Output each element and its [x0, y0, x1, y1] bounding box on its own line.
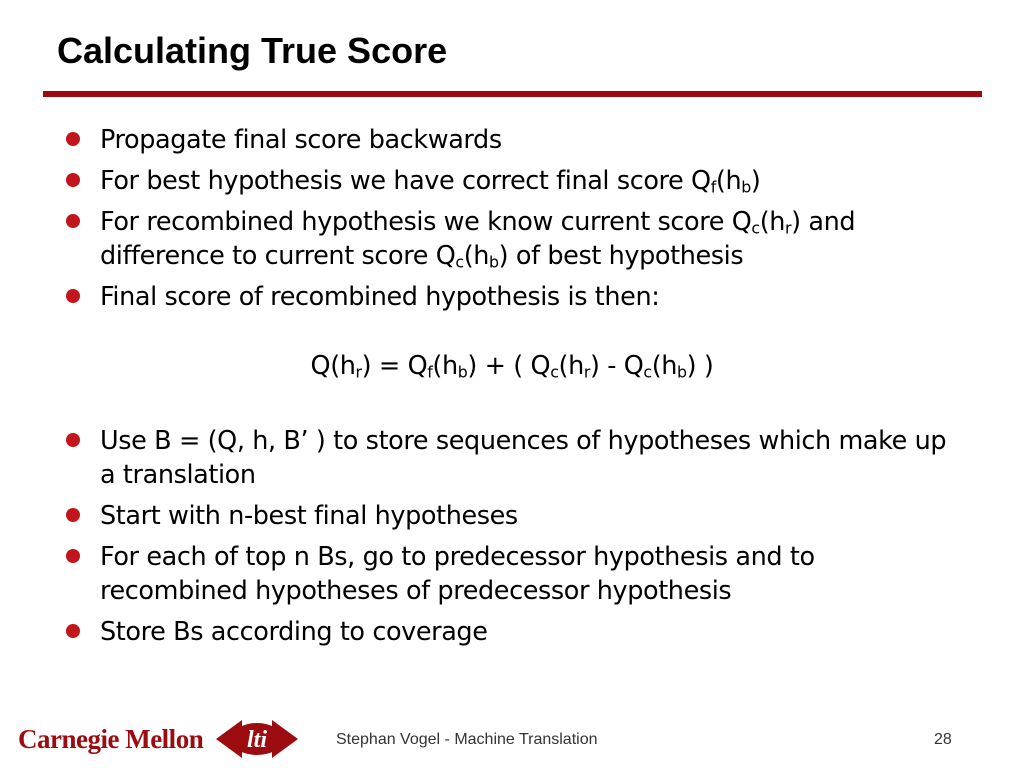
formula: [0, 349, 1024, 383]
bullet-list-top: [66, 123, 966, 321]
bullet-dot-icon: [66, 549, 80, 563]
bullet-item: [66, 499, 966, 533]
subscript: f: [427, 362, 433, 382]
text-run: ) + ( Q: [467, 351, 551, 381]
text-run: (h: [715, 166, 742, 196]
text-run: Use B = (Q, h, B’ ) to store sequences of hypotheses which make up a translation: [100, 426, 947, 490]
text-run: Propagate final score backwards: [100, 125, 502, 155]
text-run: ) of best hypothesis: [498, 241, 744, 271]
bullet-dot-icon: [66, 433, 80, 447]
text-run: (h: [558, 351, 584, 381]
subscript: r: [785, 218, 792, 238]
bullet-item: [66, 424, 966, 492]
bullet-dot-icon: [66, 289, 80, 303]
subscript: f: [710, 177, 716, 197]
footer-author: Stephan Vogel - Machine Translation: [336, 731, 598, 748]
bullet-item: [66, 280, 966, 314]
text-run: For recombined hypothesis we know current score Q: [100, 207, 752, 237]
subscript: b: [489, 252, 499, 272]
text-run: For best hypothesis we have correct final score Q: [100, 166, 711, 196]
text-run: ): [750, 166, 761, 196]
subscript: b: [741, 177, 751, 197]
carnegie-mellon-logo: Carnegie Mellon: [18, 724, 204, 754]
bullet-item: [66, 164, 966, 198]
bullet-list-bottom: [66, 424, 966, 656]
text-run: ) - Q: [589, 351, 644, 381]
text-run: Store Bs according to coverage: [100, 617, 488, 647]
bullet-item: [66, 540, 966, 608]
text-run: (h: [651, 351, 677, 381]
page-number: 28: [934, 731, 952, 748]
text-run: Final score of recombined hypothesis is then:: [100, 282, 660, 312]
text-run: (h: [463, 241, 490, 271]
bullet-dot-icon: [66, 214, 80, 228]
bullet-item: [66, 123, 966, 157]
bullet-item: [66, 615, 966, 649]
text-run: Start with n-best final hypotheses: [100, 501, 518, 531]
subscript: r: [355, 362, 362, 382]
subscript: c: [455, 252, 464, 272]
text-run: ) = Q: [361, 351, 428, 381]
bullet-dot-icon: [66, 173, 80, 187]
subscript: b: [677, 362, 687, 382]
subscript: c: [643, 362, 652, 382]
text-run: Q(h: [310, 351, 356, 381]
text-run: ) ): [686, 351, 714, 381]
text-run: (h: [432, 351, 458, 381]
lti-logo-icon: [216, 716, 298, 762]
subscript: b: [457, 362, 468, 382]
bullet-dot-icon: [66, 624, 80, 638]
bullet-item: [66, 205, 966, 273]
lti-logo-text: lti: [246, 727, 268, 753]
text-run: For each of top n Bs, go to predecessor hypothesis and to recombined hypotheses of predecessor hypothesis: [100, 542, 815, 606]
bullet-dot-icon: [66, 132, 80, 146]
text-run: (h: [759, 207, 786, 237]
subscript: c: [751, 218, 760, 238]
bullet-dot-icon: [66, 508, 80, 522]
subscript: r: [583, 362, 590, 382]
slide-title: Calculating True Score: [57, 30, 448, 71]
subscript: c: [550, 362, 559, 382]
text-run: ) and difference to current score Q: [100, 207, 856, 271]
title-divider: [43, 91, 982, 97]
